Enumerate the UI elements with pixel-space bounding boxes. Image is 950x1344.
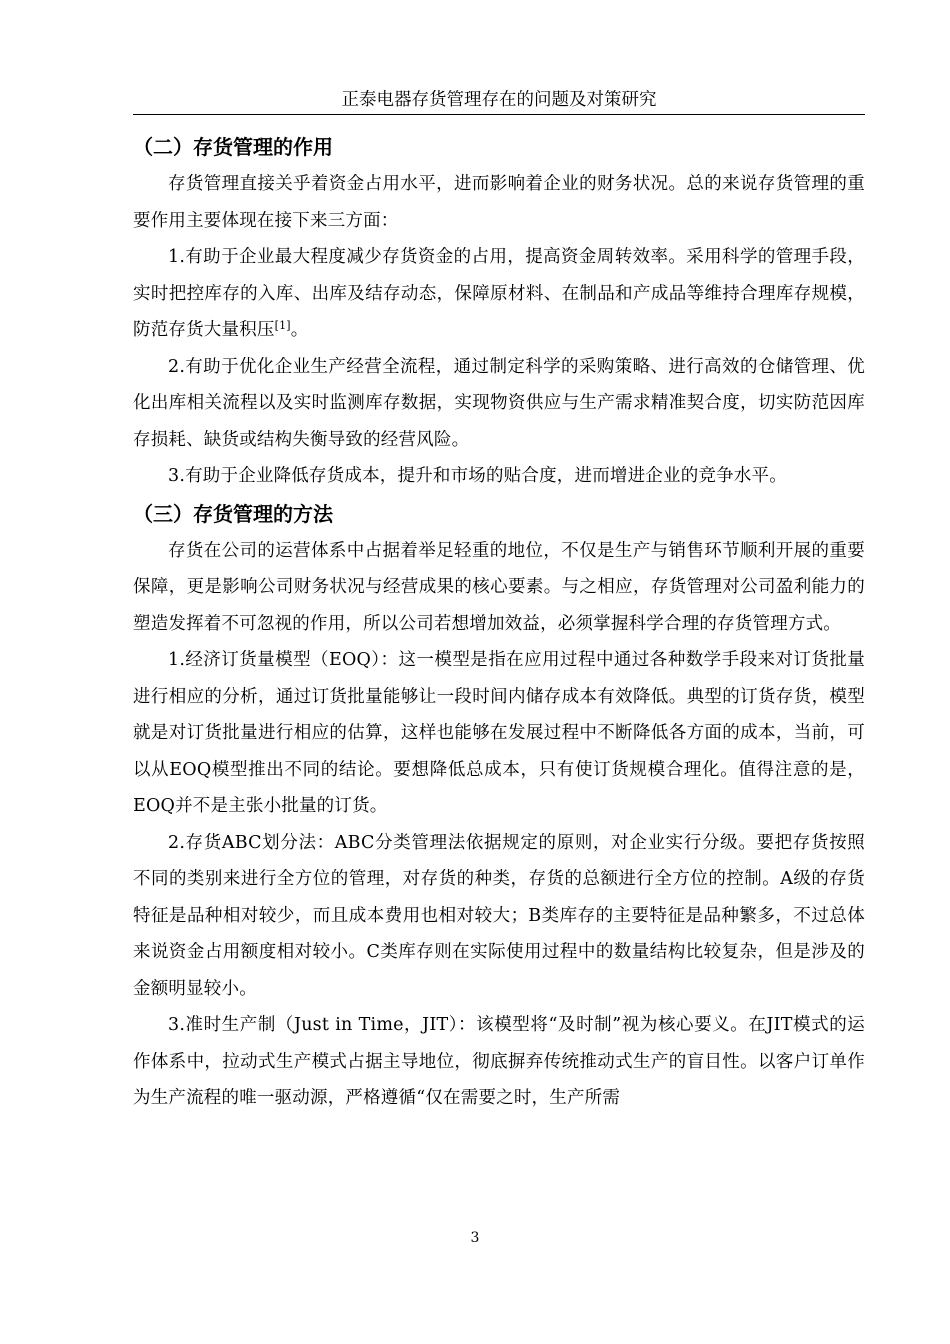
header-title: 正泰电器存货管理存在的问题及对策研究	[341, 90, 657, 110]
paragraph: 2.有助于优化企业生产经营全流程，通过制定科学的采购策略、进行高效的仓储管理、优化出库相关流程以及实时监测库存数据，实现物资供应与生产需求精准契合度，切实防范因库存损耗、缺货或结构失衡导致的经营风险。	[133, 356, 865, 450]
paragraph: 1.经济订货量模型（EOQ）：这一模型是指在应用过程中通过各种数学手段来对订货批量进行相应的分析，通过订货批量能够让一段时间内储存成本有效降低。典型的订货存货，模型就是对订货批量进行相应的估算，这样也能够在发展过程中不断降低各方面的成本，当前，可以从EOQ模型推出不同的结论。要想降低总成本，只有使订货规模合理化。值得注意的是，EOQ并不是主张小批量的订货。	[133, 650, 865, 816]
page-content	[133, 128, 865, 1117]
page-number: 3	[470, 1230, 480, 1246]
page-header	[133, 86, 865, 115]
paragraph-ending: 。	[290, 320, 309, 340]
paragraph: 3.有助于企业降低存货成本，提升和市场的贴合度，进而增进企业的竞争水平。	[168, 466, 787, 486]
paragraph: 3.准时生产制（Just in Time，JIT）：该模型将“及时制”视为核心要义。在JIT模式的运作体系中，拉动式生产模式占据主导地位，彻底摒弃传统推动式生产的盲目性。以客户订单作为生产流程的唯一驱动源，严格遵循“仅在需要之时，生产所需	[133, 1015, 865, 1108]
paragraph: 存货在公司的运营体系中占据着举足轻重的地位，不仅是生产与销售环节顺利开展的重要保障，更是影响公司财务状况与经营成果的核心要素。与之相应，存货管理对公司盈利能力的塑造发挥着不可忽视的作用，所以公司若想增加效益，必须掌握科学合理的存货管理方式。	[133, 540, 865, 634]
paragraph: 2.存货ABC划分法：ABC分类管理法依据规定的原则，对企业实行分级。要把存货按照不同的类别来进行全方位的管理，对存货的种类，存货的总额进行全方位的控制。A级的存货特征是品种相对较少，而且成本费用也相对较大；B类库存的主要特征是品种繁多，不过总体来说资金占用额度相对较小。C类库存则在实际使用过程中的数量结构比较复杂，但是涉及的金额明显较小。	[133, 832, 865, 999]
section-heading-3: （三）存货管理的方法	[133, 501, 333, 526]
paragraph-with-citation	[133, 239, 865, 349]
section-heading-2: （二）存货管理的作用	[133, 135, 333, 159]
paragraph-text: 1.有助于企业最大程度减少存货资金的占用，提高资金周转效率。采用科学的管理手段，实时把控库存的入库、出库及结存动态，保障原材料、在制品和产成品等维持合理库存规模，防范存货大量积压	[133, 247, 865, 340]
paragraph: 存货管理直接关乎着资金占用水平，进而影响着企业的财务状况。总的来说存货管理的重要作用主要体现在接下来三方面：	[133, 174, 865, 231]
citation-ref: [1]	[274, 319, 291, 332]
